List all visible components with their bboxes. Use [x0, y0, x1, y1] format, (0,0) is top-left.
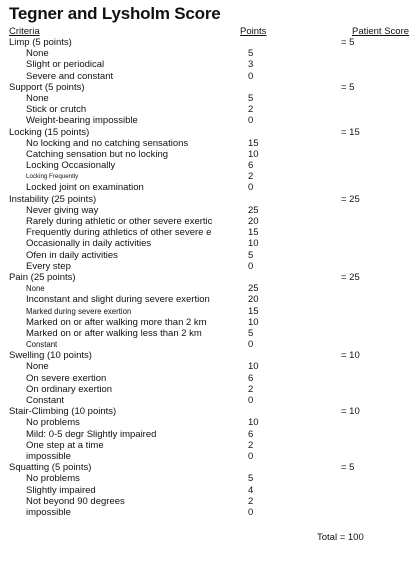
points-value: 0: [248, 395, 254, 406]
category-label: Squatting (5 points): [9, 462, 92, 474]
criteria-item-label: Slight or periodical: [26, 59, 105, 71]
points-value: 0: [248, 450, 254, 462]
points-value: 5: [248, 473, 254, 485]
criteria-item-row: [0, 160, 420, 171]
patient-score-value: = 10: [341, 350, 360, 362]
criteria-item-label: Stick or crutch: [26, 104, 87, 116]
patient-score-value: = 25: [341, 271, 360, 283]
category-row: [0, 406, 420, 417]
points-value: 6: [248, 372, 254, 384]
points-value: 15: [248, 305, 259, 317]
criteria-item-row: [0, 227, 420, 238]
criteria-item-label: On severe exertion: [26, 372, 107, 384]
category-label: Pain (25 points): [9, 271, 76, 283]
criteria-item-label: Inconstant and slight during severe exertion: [26, 294, 210, 306]
criteria-item-row: [0, 440, 420, 451]
criteria-item-label: Marked on or after walking more than 2 km: [26, 316, 207, 328]
criteria-item-label: impossible: [26, 506, 71, 518]
criteria-item-label: Not beyond 90 degrees: [26, 495, 125, 507]
category-row: [0, 82, 420, 93]
points-value: 2: [248, 104, 254, 116]
criteria-item-label: Never giving way: [26, 204, 99, 216]
category-label: Locking (15 points): [9, 126, 90, 138]
criteria-item-label: Rarely during athletic or other severe exertic: [26, 216, 213, 227]
criteria-item-row: [0, 283, 420, 294]
criteria-item-row: [0, 115, 420, 126]
points-value: 10: [248, 417, 259, 429]
points-value: 20: [248, 294, 259, 306]
patient-score-value: = 25: [341, 193, 360, 205]
patient-score-column-header: Patient Score: [352, 26, 410, 37]
category-row: [0, 37, 420, 48]
criteria-item-label: None: [26, 92, 49, 104]
criteria-item-label: Slightly impaired: [26, 484, 96, 496]
points-value: 2: [248, 171, 254, 183]
points-value: 0: [248, 339, 254, 351]
category-row: [0, 194, 420, 205]
category-label: Swelling (10 points): [9, 350, 92, 362]
points-value: 0: [248, 506, 254, 518]
criteria-item-label: Locking Frequently: [26, 173, 79, 181]
points-value: 0: [248, 70, 254, 82]
points-value: 5: [248, 327, 254, 339]
criteria-item-row: [0, 149, 420, 160]
criteria-item-row: [0, 306, 420, 317]
criteria-item-row: [0, 339, 420, 350]
criteria-item-label: Constant: [26, 395, 65, 406]
points-value: 2: [248, 383, 254, 395]
points-value: 5: [248, 48, 254, 60]
criteria-item-label: Frequently during athletics of other severe e: [26, 227, 212, 239]
score-table: [0, 37, 420, 518]
patient-score-value: = 5: [341, 462, 355, 474]
criteria-item-row: [0, 395, 420, 406]
category-label: Limp (5 points): [9, 37, 72, 48]
criteria-item-row: [0, 373, 420, 384]
criteria-item-label: Weight-bearing impossible: [26, 115, 138, 127]
points-value: 5: [248, 92, 254, 104]
category-row: [0, 350, 420, 361]
criteria-item-row: [0, 48, 420, 59]
category-label: Instability (25 points): [9, 193, 97, 205]
criteria-item-row: [0, 473, 420, 484]
points-value: 25: [248, 204, 259, 216]
criteria-item-row: [0, 59, 420, 70]
criteria-item-row: [0, 328, 420, 339]
category-label: Stair-Climbing (10 points): [9, 406, 117, 418]
points-value: 0: [248, 115, 254, 127]
criteria-item-label: None: [26, 284, 45, 294]
criteria-item-label: Severe and constant: [26, 70, 114, 82]
criteria-item-label: Locked joint on examination: [26, 182, 144, 194]
criteria-item-row: [0, 93, 420, 104]
criteria-item-row: [0, 451, 420, 462]
category-row: [0, 272, 420, 283]
criteria-item-row: [0, 104, 420, 115]
criteria-item-label: Mild: 0-5 degr Slightly impaired: [26, 428, 157, 440]
patient-score-value: = 5: [341, 81, 355, 93]
points-value: 2: [248, 439, 254, 451]
criteria-item-row: [0, 250, 420, 261]
points-value: 15: [248, 137, 259, 149]
patient-score-value: = 10: [341, 406, 360, 418]
points-value: 15: [248, 227, 259, 239]
category-row: [0, 462, 420, 473]
criteria-item-label: impossible: [26, 450, 71, 462]
points-value: 25: [248, 283, 259, 295]
points-value: 2: [248, 495, 254, 507]
criteria-item-row: [0, 507, 420, 518]
total-score: Total = 100: [317, 532, 364, 543]
criteria-item-label: No locking and no catching sensations: [26, 137, 189, 149]
points-value: 5: [248, 249, 254, 261]
criteria-item-label: Constant: [26, 340, 58, 350]
category-label: Support (5 points): [9, 81, 85, 93]
criteria-item-row: [0, 361, 420, 372]
category-row: [0, 127, 420, 138]
points-value: 10: [248, 148, 259, 160]
criteria-item-row: [0, 417, 420, 428]
criteria-item-label: No problems: [26, 417, 80, 429]
points-value: 0: [248, 260, 254, 272]
criteria-item-label: Every step: [26, 260, 71, 272]
criteria-item-row: [0, 317, 420, 328]
criteria-item-row: [0, 429, 420, 440]
points-value: 10: [248, 316, 259, 328]
criteria-item-row: [0, 171, 420, 182]
criteria-item-label: No problems: [26, 473, 80, 485]
page-title: Tegner and Lysholm Score: [9, 4, 221, 23]
criteria-item-row: [0, 261, 420, 272]
criteria-item-label: Occasionally in daily activities: [26, 238, 152, 250]
criteria-item-label: None: [26, 361, 49, 373]
criteria-item-row: [0, 485, 420, 496]
points-value: 10: [248, 361, 259, 373]
criteria-item-row: [0, 238, 420, 249]
points-value: 20: [248, 216, 259, 227]
criteria-item-row: [0, 138, 420, 149]
criteria-item-row: [0, 294, 420, 305]
criteria-item-label: Marked on or after walking less than 2 km: [26, 327, 202, 339]
points-value: 10: [248, 238, 259, 250]
points-value: 6: [248, 428, 254, 440]
criteria-item-row: [0, 496, 420, 507]
criteria-item-label: Catching sensation but no locking: [26, 148, 169, 160]
criteria-item-label: None: [26, 48, 49, 60]
criteria-item-row: [0, 182, 420, 193]
points-value: 4: [248, 484, 254, 496]
criteria-item-label: On ordinary exertion: [26, 383, 113, 395]
criteria-item-label: Ofen in daily activities: [26, 249, 118, 261]
points-column-header: Points: [240, 26, 267, 37]
patient-score-value: = 15: [341, 126, 360, 138]
criteria-item-label: Locking Occasionally: [26, 160, 116, 172]
criteria-item-label: Marked during severe exertion: [26, 306, 132, 316]
criteria-item-row: [0, 71, 420, 82]
points-value: 6: [248, 160, 254, 172]
criteria-item-row: [0, 205, 420, 216]
criteria-item-label: One step at a time: [26, 439, 104, 451]
criteria-item-row: [0, 216, 420, 227]
points-value: 3: [248, 59, 254, 71]
criteria-item-row: [0, 384, 420, 395]
points-value: 0: [248, 182, 254, 194]
criteria-column-header: Criteria: [9, 26, 40, 37]
patient-score-value: = 5: [341, 37, 355, 48]
